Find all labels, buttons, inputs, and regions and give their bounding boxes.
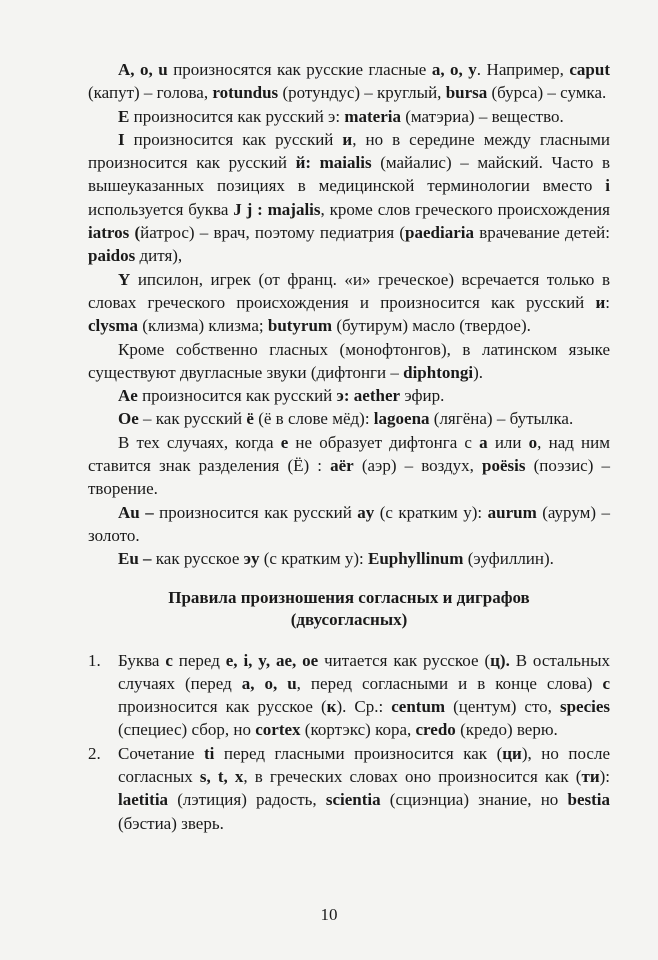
list-item bbox=[88, 742, 610, 835]
bold-term: I bbox=[118, 129, 125, 149]
bold-term: и bbox=[595, 292, 606, 312]
text: (клизма) клизма; bbox=[138, 316, 268, 336]
bold-term: ц). bbox=[490, 650, 510, 670]
bold-term: rotundus bbox=[212, 83, 279, 103]
text: (матэриа) – вещество. bbox=[400, 106, 564, 126]
text: читается как русское ( bbox=[318, 650, 491, 670]
heading-line: (двусогласных) bbox=[290, 609, 408, 629]
text: не образует дифтонга с bbox=[288, 432, 480, 452]
bold-term: a bbox=[479, 432, 488, 452]
bold-term: ци bbox=[502, 743, 522, 763]
bold-term: clysma bbox=[88, 316, 139, 336]
bold-term: Y bbox=[118, 269, 131, 289]
text: : bbox=[605, 292, 610, 312]
text: ). bbox=[473, 362, 483, 382]
bold-term: scientia bbox=[325, 790, 381, 810]
bold-term: ё bbox=[246, 409, 254, 429]
bold-term: Oe bbox=[118, 409, 139, 429]
bold-term: diphtongi bbox=[403, 362, 474, 382]
text: (поэзис) – творение. bbox=[88, 456, 610, 499]
paragraph-diphthong-au bbox=[88, 501, 610, 548]
text: (бутирум) масло (твердое). bbox=[332, 316, 531, 336]
bold-term: s, t, x bbox=[199, 767, 244, 787]
bold-term: Au – bbox=[118, 502, 154, 522]
bold-term: aurum bbox=[487, 502, 537, 522]
bold-term: laetitia bbox=[118, 790, 169, 810]
text: (ротундус) – круглый, bbox=[278, 83, 446, 103]
text: (майалис) – майский. Часто в вышеуказанных позициях в медицинской терминологии вместо bbox=[88, 153, 611, 196]
bold-term: A, o, u bbox=[118, 60, 168, 79]
bold-term: ti bbox=[203, 743, 215, 763]
bold-term: a, o, y bbox=[431, 60, 477, 79]
paragraph-diphthong-ae bbox=[88, 384, 610, 407]
bold-term: e, i, y, ae, oe bbox=[225, 650, 319, 670]
text: (с кратким у): bbox=[374, 502, 488, 522]
bold-term: J j : majalis bbox=[233, 199, 321, 219]
text: , кроме слов греческого происхождения bbox=[320, 199, 610, 219]
bold-term: paediaria bbox=[405, 223, 474, 243]
bold-term: Eu – bbox=[118, 549, 152, 569]
text: (кредо) верю. bbox=[455, 720, 558, 740]
text: . Например, bbox=[476, 60, 570, 79]
text: , над ним ставится знак разделения (Ё) : bbox=[88, 432, 611, 476]
text: (лягёна) – бутылка. bbox=[429, 409, 574, 429]
list-number: 1. bbox=[88, 650, 101, 670]
text: дитя), bbox=[135, 246, 183, 266]
list-number: 2. bbox=[88, 743, 101, 763]
paragraph-vowels-a-o-u bbox=[88, 58, 610, 105]
text: (кортэкс) кора, bbox=[300, 720, 416, 740]
bold-term: bursa bbox=[445, 83, 488, 103]
text: (специес) сбор, но bbox=[118, 720, 256, 740]
text: (эуфиллин). bbox=[463, 549, 554, 569]
section-heading bbox=[88, 587, 610, 631]
text: используется буква bbox=[88, 199, 234, 219]
text: (ё в слове мёд): bbox=[253, 409, 374, 429]
paragraph-vowel-e bbox=[88, 105, 610, 128]
text: – как русский bbox=[138, 409, 247, 429]
paragraph-vowel-y bbox=[88, 268, 610, 338]
bold-term: E bbox=[118, 106, 130, 126]
bold-term: ти bbox=[581, 767, 600, 787]
text: (аурум) – золото. bbox=[88, 502, 610, 545]
page-number: 10 bbox=[320, 905, 338, 924]
text: произносится как русский bbox=[153, 502, 358, 522]
bold-term: c bbox=[165, 650, 173, 670]
bold-term: bestia bbox=[567, 790, 610, 810]
text: (лэтиция) радость, bbox=[168, 790, 326, 810]
bold-term: species bbox=[559, 697, 610, 717]
rules-list bbox=[88, 649, 610, 835]
bold-term: Ae bbox=[118, 386, 138, 406]
bold-term: e bbox=[280, 432, 289, 452]
bold-term: poësis bbox=[482, 456, 526, 476]
bold-term: butyrum bbox=[267, 316, 333, 336]
heading-line: Правила произношения согласных и диграфов bbox=[168, 587, 530, 607]
paragraph-separation-mark bbox=[88, 431, 610, 501]
list-item bbox=[88, 649, 610, 742]
text: ). Ср.: bbox=[336, 697, 392, 717]
text: (бурса) – сумка. bbox=[487, 83, 607, 103]
text: произносится как русский э: bbox=[129, 106, 345, 126]
text: В остальных случаях (перед bbox=[118, 650, 610, 693]
bold-term: a, o, u bbox=[241, 673, 297, 693]
text: , перед согласными и в конце слова) bbox=[296, 673, 603, 693]
text: или bbox=[487, 432, 529, 452]
text: (бэстиа) зверь. bbox=[118, 813, 224, 833]
bold-term: c bbox=[602, 673, 610, 693]
text: Кроме собственно гласных (монофтонгов), в латинском языке существуют двугласные звуки (дифтонги – bbox=[88, 339, 610, 382]
paragraph-diphthong-eu bbox=[88, 547, 610, 570]
bold-term: cortex bbox=[255, 720, 301, 740]
page-body bbox=[88, 58, 610, 835]
text: ипсилон, игрек (от франц. «и» греческое) всречается только в словах греческого происхождения и произносится как русский bbox=[88, 269, 610, 312]
paragraph-diphthong-oe bbox=[88, 407, 610, 430]
text: перед bbox=[172, 650, 226, 670]
bold-term: к bbox=[326, 697, 337, 717]
text: ): bbox=[599, 767, 611, 787]
text: произносится как русское ( bbox=[118, 697, 327, 717]
text: (с кратким у): bbox=[259, 549, 368, 569]
bold-term: й: maialis bbox=[295, 153, 372, 173]
bold-term: э: aether bbox=[336, 386, 401, 406]
text: йатрос) – врач, поэтому педиатрия ( bbox=[140, 223, 406, 243]
bold-term: и bbox=[342, 129, 353, 149]
text: ), но после согласных bbox=[118, 743, 610, 787]
bold-term: materia bbox=[344, 106, 401, 126]
bold-term: caput bbox=[569, 60, 611, 79]
text: произносятся как русские гласные bbox=[167, 60, 432, 79]
bold-term: i bbox=[605, 176, 610, 196]
bold-term: эу bbox=[243, 549, 260, 569]
text: произносится как русский bbox=[124, 129, 343, 149]
bold-term: iatros ( bbox=[88, 223, 141, 243]
text: перед гласными произносится как ( bbox=[214, 743, 503, 763]
text: Сочетание bbox=[118, 743, 204, 763]
text: , в греческих словах оно произносится как ( bbox=[243, 767, 582, 787]
bold-term: ay bbox=[357, 502, 375, 522]
text: произносится как русский bbox=[137, 386, 337, 406]
text: Буква bbox=[118, 650, 166, 670]
text: (центум) сто, bbox=[445, 697, 560, 717]
text: эфир. bbox=[400, 386, 445, 406]
text: В тех случаях, когда bbox=[118, 432, 281, 452]
text: (капут) – голова, bbox=[88, 83, 213, 103]
bold-term: aër bbox=[330, 456, 354, 476]
paragraph-diphthongs bbox=[88, 338, 610, 385]
bold-term: credo bbox=[415, 720, 456, 740]
text: (аэр) – воздух, bbox=[353, 456, 483, 476]
bold-term: Euphyllinum bbox=[367, 549, 464, 569]
text: как русское bbox=[151, 549, 244, 569]
bold-term: centum bbox=[391, 697, 446, 717]
text: врачевание детей: bbox=[474, 223, 610, 243]
paragraph-vowel-i bbox=[88, 128, 610, 268]
text: (сциэнциа) знание, но bbox=[380, 790, 568, 810]
bold-term: o bbox=[528, 432, 538, 452]
text: , но в середине между гласными произносится как русский bbox=[88, 129, 610, 173]
bold-term: paidos bbox=[88, 246, 136, 266]
bold-term: lagoena bbox=[373, 409, 430, 429]
